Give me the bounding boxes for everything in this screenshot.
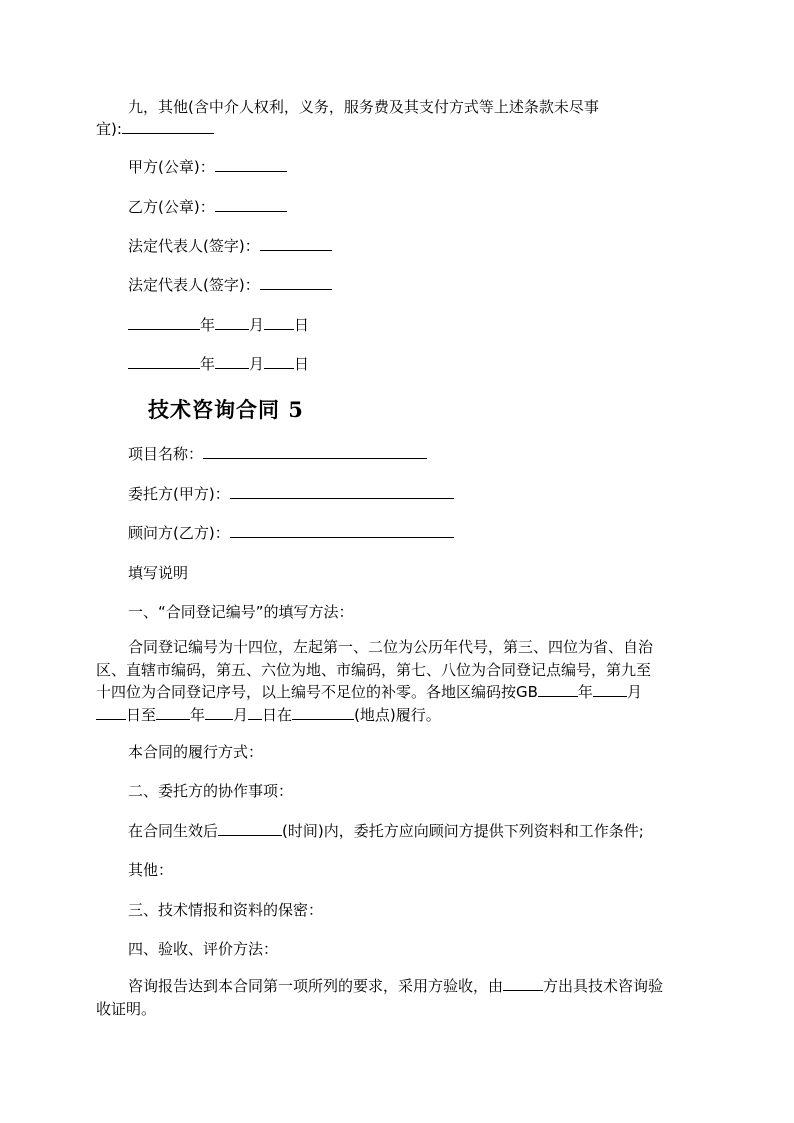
legal-rep-1-blank[interactable] [260, 236, 332, 251]
issuer-blank[interactable] [503, 976, 543, 991]
item2-body-after: (时间)内，委托方应向顾问方提供下列资料和工作条件; [282, 822, 644, 840]
party-b-seal-blank[interactable] [215, 197, 287, 212]
date-1-line [128, 314, 309, 336]
item1-l4-place: (地点)履行。 [354, 705, 441, 724]
consultant-line [128, 522, 454, 544]
place-blank[interactable] [292, 705, 354, 720]
client-line [128, 483, 454, 505]
item1-l4-day-at: 日在 [262, 705, 293, 724]
section9-line1: 九，其他(含中介人权利，义务，服务费及其支付方式等上述条款未尽事 [128, 98, 599, 116]
item1-l3-year: 年 [577, 683, 593, 701]
party-b-seal-line [128, 196, 287, 218]
date-1-month: 月 [249, 316, 265, 334]
item1-title: 一、“合同登记编号”的填写方法： [128, 603, 354, 621]
date-1-day-blank[interactable] [264, 315, 294, 330]
client-blank[interactable] [230, 484, 454, 499]
party-a-seal-line [128, 156, 287, 178]
item1-l3-month: 月 [626, 683, 642, 701]
section9-line2-text: 宜): [96, 120, 122, 138]
party-b-seal-label: 乙方(公章)： [128, 198, 215, 216]
item1-body-l2: 区、直辖市编码，第五、六位为地、市编码，第七、八位为合同登记点编号，第九至 [96, 660, 652, 679]
item1-body-l1: 合同登记编号为十四位，左起第一、二位为公历年代号，第三、四位为省、自治 [128, 638, 654, 656]
section9-blank[interactable] [122, 119, 214, 134]
date-2-month: 月 [249, 355, 265, 373]
l3-month-blank[interactable] [593, 682, 627, 697]
consultant-blank[interactable] [230, 523, 454, 538]
item1-body [96, 636, 700, 726]
date-2-day-blank[interactable] [264, 354, 294, 369]
date-1-day: 日 [294, 316, 310, 334]
item2-body [128, 820, 644, 842]
item1-body-l4 [96, 704, 700, 727]
date-2-year: 年 [200, 355, 216, 373]
date-1-year-blank[interactable] [128, 315, 200, 330]
item1-l4-year: 年 [190, 705, 206, 724]
item1-body-l3-text: 十四位为合同登记序号，以上编号不足位的补零。各地区编码按GB [96, 683, 538, 701]
gb-blank[interactable] [538, 682, 578, 697]
item4-body-l2: 收证明。 [96, 999, 157, 1018]
date-1-month-blank[interactable] [215, 315, 249, 330]
l4-month-blank[interactable] [205, 705, 233, 720]
project-name-label: 项目名称： [128, 445, 204, 463]
legal-rep-2-line [128, 274, 332, 296]
item3-title: 三、技术情报和资料的保密： [128, 901, 324, 919]
date-2-line [128, 353, 309, 375]
contract-title: 技术咨询合同 5 [148, 397, 304, 422]
item2-title: 二、委托方的协作事项： [128, 782, 294, 800]
item4-title: 四、验收、评价方法： [128, 940, 279, 958]
party-a-seal-label: 甲方(公章)： [128, 158, 215, 176]
date-2-day: 日 [294, 355, 310, 373]
item2-body-before: 在合同生效后 [128, 822, 219, 840]
legal-rep-2-blank[interactable] [260, 275, 332, 290]
time-blank[interactable] [218, 821, 282, 836]
date-1-year: 年 [200, 316, 216, 334]
party-a-seal-blank[interactable] [215, 157, 287, 172]
performance-method: 本合同的履行方式： [128, 743, 264, 761]
l4-day-blank-2[interactable] [248, 705, 262, 720]
project-name-line [128, 443, 427, 465]
item1-l4-day-to: 日至 [126, 705, 157, 724]
item4-body-l1-before: 咨询报告达到本合同第一项所列的要求，采用方验收，由 [128, 977, 504, 995]
section9-line2 [96, 118, 214, 140]
l4-day-blank[interactable] [96, 705, 126, 720]
date-2-year-blank[interactable] [128, 354, 200, 369]
project-name-blank[interactable] [203, 444, 427, 459]
item1-l4-month: 月 [233, 705, 249, 724]
consultant-label: 顾问方(乙方)： [128, 524, 230, 542]
item1-body-l3 [96, 681, 700, 704]
date-2-month-blank[interactable] [215, 354, 249, 369]
other: 其他： [128, 861, 174, 879]
item4-body-l1 [96, 975, 700, 998]
item4-body [96, 975, 700, 1020]
l4-year-blank[interactable] [156, 705, 190, 720]
legal-rep-1-label: 法定代表人(签字)： [128, 237, 260, 255]
legal-rep-1-line [128, 235, 332, 257]
client-label: 委托方(甲方)： [128, 485, 230, 503]
fill-instructions: 填写说明 [128, 564, 189, 582]
item4-body-l1-after: 方出具技术咨询验 [543, 977, 664, 995]
legal-rep-2-label: 法定代表人(签字)： [128, 276, 260, 294]
